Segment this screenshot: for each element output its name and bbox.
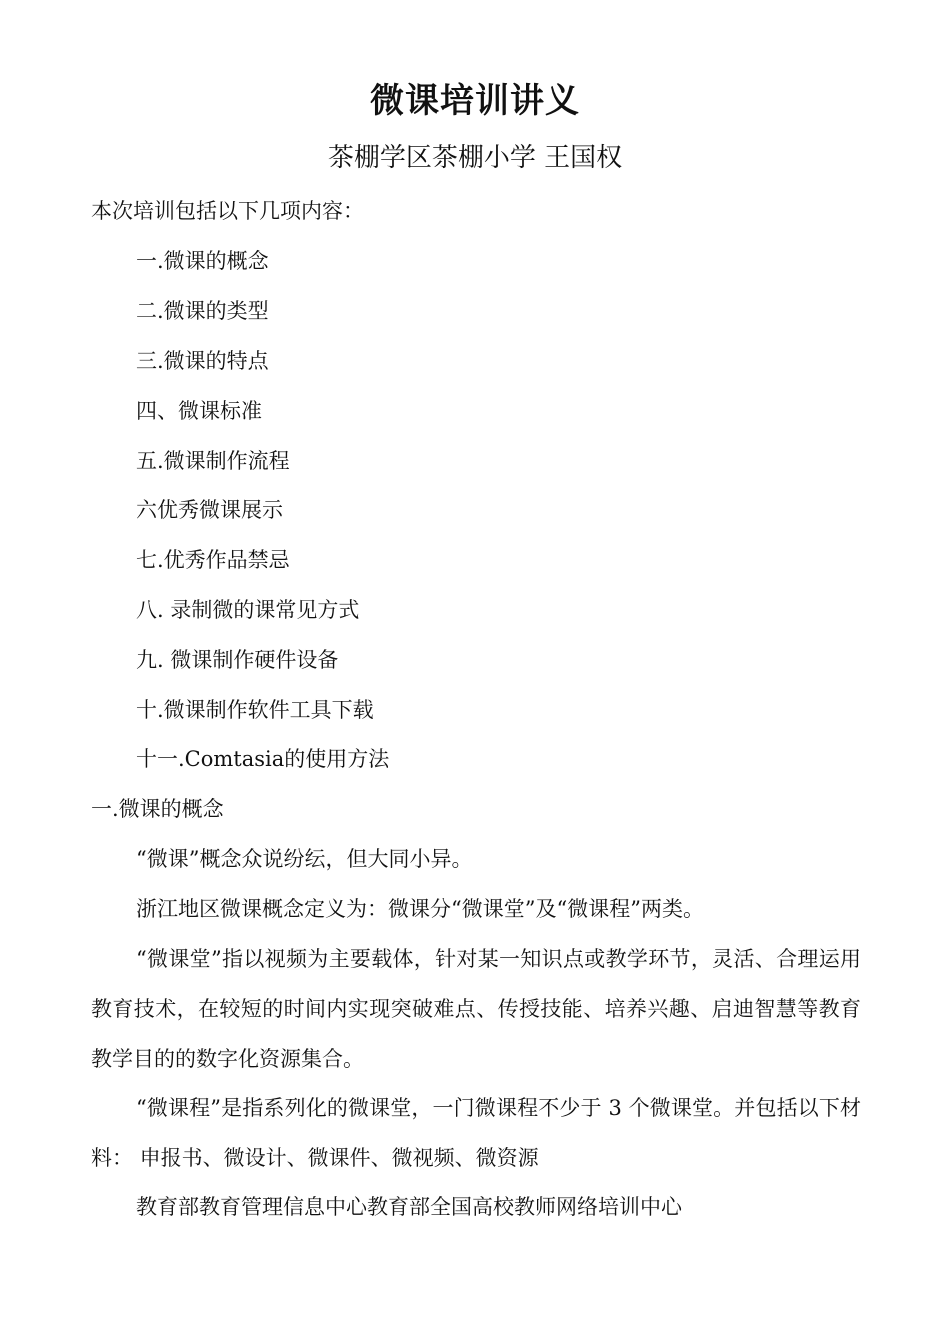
toc-item: 一.微课的概念 bbox=[136, 249, 269, 273]
section-heading: 一.微课的概念 bbox=[91, 797, 224, 821]
paragraph: 浙江地区微课概念定义为：微课分“微课堂”及“微课程”两类。 bbox=[136, 897, 704, 921]
toc-item: 三.微课的特点 bbox=[136, 349, 269, 373]
toc-item: 十.微课制作软件工具下载 bbox=[136, 698, 374, 722]
paragraph: 教育部教育管理信息中心教育部全国高校教师网络培训中心 bbox=[136, 1195, 682, 1219]
intro-text: 本次培训包括以下几项内容： bbox=[91, 199, 364, 223]
toc-item: 十一.Comtasia的使用方法 bbox=[136, 747, 390, 771]
document-title: 微课培训讲义 bbox=[370, 81, 580, 121]
toc-item: 六优秀微课展示 bbox=[136, 498, 283, 522]
toc-item: 二.微课的类型 bbox=[136, 299, 269, 323]
toc-item: 九. 微课制作硬件设备 bbox=[136, 648, 339, 672]
toc-item: 五.微课制作流程 bbox=[136, 449, 290, 473]
toc-item: 四、微课标准 bbox=[136, 399, 262, 423]
paragraph: “微课程”是指系列化的微课堂，一门微课程不少于 3 个微课堂。并包括以下材料： 申报书、微设计、微课件、微视频、微资源 bbox=[91, 1096, 861, 1170]
toc-item: 八. 录制微的课常见方式 bbox=[136, 598, 360, 622]
toc-item: 七.优秀作品禁忌 bbox=[136, 548, 290, 572]
author-line: 茶棚学区茶棚小学 王国权 bbox=[327, 143, 623, 173]
paragraph: “微课”概念众说纷纭，但大同小异。 bbox=[136, 847, 473, 871]
paragraph: “微课堂”指以视频为主要载体，针对某一知识点或教学环节，灵活、合理运用教育技术，在较短的时间内实现突破难点、传授技能、培养兴趣、启迪智慧等教育教学目的的数字化资源集合。 bbox=[91, 947, 861, 1071]
